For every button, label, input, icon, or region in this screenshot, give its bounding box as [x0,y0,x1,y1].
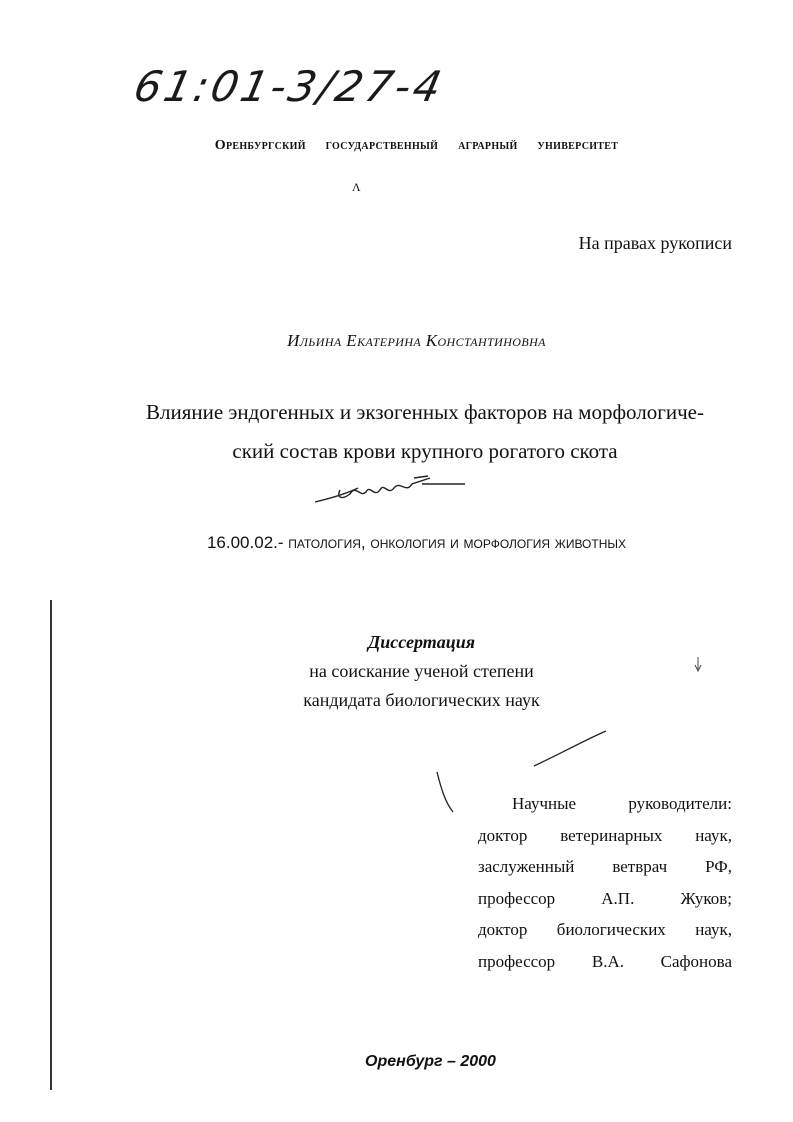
supervisor-line-4: доктор биологических наук, [478,920,732,939]
dissertation-title [110,393,740,471]
scan-edge-line [48,600,54,1090]
ink-speck [690,655,706,673]
rights-note: На правах рукописи [578,233,732,253]
university-word-1: Оренбургский [214,138,306,153]
degree-heading: Диссертация [367,632,476,652]
university-word-3: аграрный [458,138,518,153]
specialty-code: 16.00.02.- патология, онкология и морфология животных [206,533,627,552]
university-name [0,138,793,154]
signature-scribble [310,470,470,510]
pen-stroke-diagonal [530,728,610,770]
degree-line-1: на соискание ученой степени [309,661,534,681]
pen-stroke-vertical [433,768,457,816]
supervisor-line-3: профессор А.П. Жуков; [478,888,732,908]
university-word-2: государственный [325,138,439,153]
supervisor-line-1: доктор ветеринарных наук, [478,825,732,845]
university-word-4: университет [537,138,619,153]
title-line-1: Влияние эндогенных и экзогенных факторов на морфологиче- [145,400,704,424]
degree-block [0,628,793,715]
author-name: Ильина Екатерина Константиновна [287,331,546,350]
title-line-2: ский состав крови крупного рогатого скота [232,439,618,463]
handwritten-catalog-code: 61:01-3/27-4 [129,62,449,111]
degree-line-2: кандидата биологических наук [303,690,540,710]
supervisors-block [478,788,732,977]
supervisor-line-5: профессор В.А. Сафонова [478,951,732,971]
supervisor-line-2: заслуженный ветврач РФ, [478,857,732,876]
supervisors-heading: Научные руководители: [512,794,732,813]
city-year-footer: Оренбург – 2000 [365,1053,496,1070]
tick-mark: Λ [352,180,361,194]
